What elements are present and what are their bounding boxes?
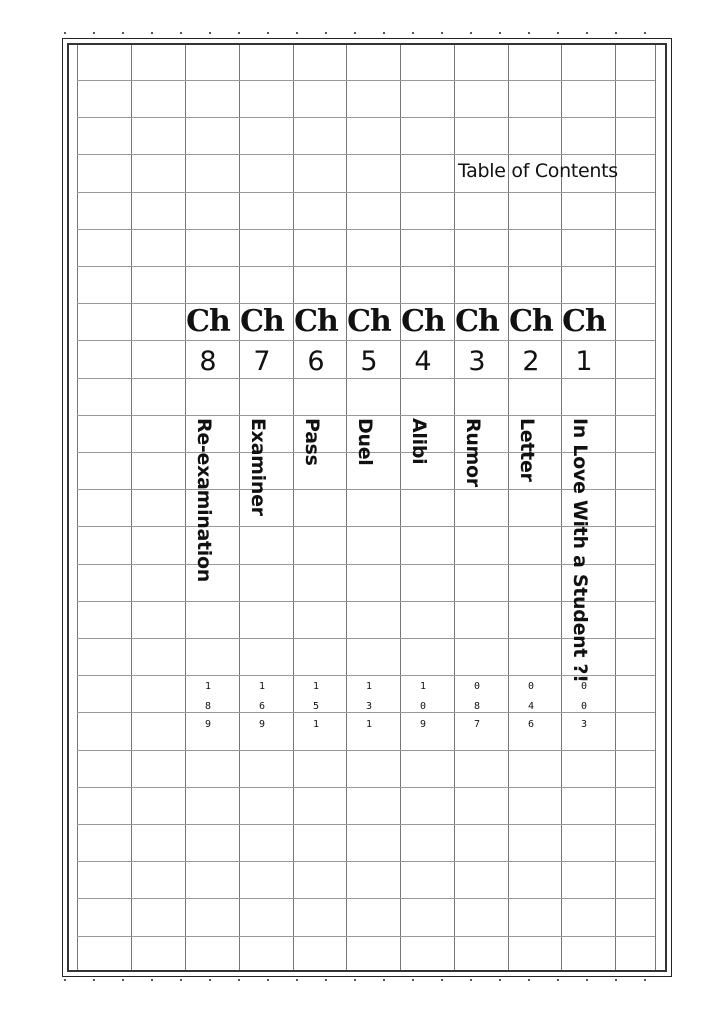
chapter-1-prefix: Ch	[562, 304, 606, 339]
chapter-5-page-digit-3: 1	[365, 719, 373, 730]
chapter-6-prefix: Ch	[294, 304, 338, 339]
dotted-rule-top	[62, 32, 672, 36]
rule-dot	[209, 32, 211, 34]
chapter-3-page-digit-3: 7	[473, 719, 481, 730]
chapter-5-title: Duel	[354, 418, 376, 466]
chapter-2-title: Letter	[516, 418, 538, 482]
rule-dot	[412, 979, 414, 981]
grid-row-line	[77, 154, 655, 155]
chapter-7-title: Examiner	[247, 418, 269, 516]
chapter-8-page-digit-3: 9	[204, 719, 212, 730]
rule-dot	[383, 32, 385, 34]
grid-column-line	[400, 45, 401, 970]
rule-dot	[499, 32, 501, 34]
grid-row-line	[77, 936, 655, 937]
chapter-4-number: 4	[414, 346, 432, 377]
rule-dot	[93, 32, 95, 34]
rule-dot	[412, 32, 414, 34]
rule-dot	[325, 979, 327, 981]
grid-column-line	[508, 45, 509, 970]
chapter-7-page-digit-2: 6	[258, 701, 266, 712]
chapter-7-number: 7	[253, 346, 271, 377]
rule-dot	[615, 979, 617, 981]
grid-row-line	[77, 229, 655, 230]
grid-column-line	[655, 45, 656, 970]
chapter-8-page-digit-1: 1	[204, 681, 212, 692]
rule-dot	[151, 979, 153, 981]
grid-row-line	[77, 266, 655, 267]
grid-row-line	[77, 787, 655, 788]
chapter-2-number: 2	[522, 346, 540, 377]
chapter-6-number: 6	[307, 346, 325, 377]
rule-dot	[499, 979, 501, 981]
grid-column-line	[346, 45, 347, 970]
grid-column-line	[454, 45, 455, 970]
chapter-2-page-digit-1: 0	[527, 681, 535, 692]
rule-dot	[586, 32, 588, 34]
rule-dot	[528, 979, 530, 981]
grid-row-line	[77, 861, 655, 862]
chapter-1-number: 1	[575, 346, 593, 377]
chapter-4-page-digit-2: 0	[419, 701, 427, 712]
grid-row-line	[77, 415, 655, 416]
grid-row-line	[77, 898, 655, 899]
grid-column-line	[185, 45, 186, 970]
rule-dot	[615, 32, 617, 34]
grid-column-line	[131, 45, 132, 970]
grid-row-line	[77, 378, 655, 379]
chapter-3-page-digit-1: 0	[473, 681, 481, 692]
chapter-6-page-digit-1: 1	[312, 681, 320, 692]
chapter-1-page-digit-2: 0	[580, 701, 588, 712]
chapter-5-page-digit-1: 1	[365, 681, 373, 692]
rule-dot	[267, 32, 269, 34]
chapter-3-title: Rumor	[462, 418, 484, 487]
rule-dot	[354, 979, 356, 981]
chapter-4-page-digit-3: 9	[419, 719, 427, 730]
chapter-3-prefix: Ch	[455, 304, 499, 339]
grid-column-line	[239, 45, 240, 970]
rule-dot	[122, 979, 124, 981]
chapter-8-number: 8	[199, 346, 217, 377]
chapter-8-title: Re-examination	[193, 418, 215, 582]
rule-dot	[64, 979, 66, 981]
rule-dot	[296, 979, 298, 981]
chapter-5-prefix: Ch	[347, 304, 391, 339]
grid-column-line	[293, 45, 294, 970]
chapter-2-page-digit-3: 6	[527, 719, 535, 730]
chapter-3-number: 3	[468, 346, 486, 377]
rule-dot	[354, 32, 356, 34]
chapter-8-page-digit-2: 8	[204, 701, 212, 712]
rule-dot	[644, 32, 646, 34]
rule-dot	[238, 32, 240, 34]
chapter-6-title: Pass	[301, 418, 323, 466]
rule-dot	[586, 979, 588, 981]
rule-dot	[557, 979, 559, 981]
chapter-7-page-digit-3: 9	[258, 719, 266, 730]
rule-dot	[122, 32, 124, 34]
grid-row-line	[77, 80, 655, 81]
rule-dot	[644, 979, 646, 981]
chapter-5-page-digit-2: 3	[365, 701, 373, 712]
chapter-3-page-digit-2: 8	[473, 701, 481, 712]
chapter-1-page-digit-1: 0	[580, 681, 588, 692]
rule-dot	[209, 979, 211, 981]
chapter-2-page-digit-2: 4	[527, 701, 535, 712]
rule-dot	[180, 32, 182, 34]
rule-dot	[93, 979, 95, 981]
chapter-1-page-digit-3: 3	[580, 719, 588, 730]
rule-dot	[296, 32, 298, 34]
rule-dot	[238, 979, 240, 981]
chapter-5-number: 5	[360, 346, 378, 377]
toc-title: Table of Contents	[458, 160, 618, 182]
rule-dot	[441, 979, 443, 981]
grid-row-line	[77, 192, 655, 193]
rule-dot	[528, 32, 530, 34]
chapter-4-title: Alibi	[408, 418, 430, 465]
dotted-rule-bottom	[62, 979, 672, 983]
chapter-4-page-digit-1: 1	[419, 681, 427, 692]
rule-dot	[557, 32, 559, 34]
rule-dot	[325, 32, 327, 34]
rule-dot	[470, 979, 472, 981]
grid-column-line	[77, 45, 78, 970]
rule-dot	[180, 979, 182, 981]
chapter-8-prefix: Ch	[186, 304, 230, 339]
rule-dot	[151, 32, 153, 34]
grid-row-line	[77, 824, 655, 825]
chapter-2-prefix: Ch	[509, 304, 553, 339]
rule-dot	[64, 32, 66, 34]
rule-dot	[267, 979, 269, 981]
grid-row-line	[77, 750, 655, 751]
rule-dot	[441, 32, 443, 34]
grid-row-line	[77, 712, 655, 713]
rule-dot	[383, 979, 385, 981]
chapter-1-title: In Love With a Student ?!	[569, 418, 591, 683]
rule-dot	[470, 32, 472, 34]
grid-row-line	[77, 117, 655, 118]
chapter-7-page-digit-1: 1	[258, 681, 266, 692]
grid-column-line	[615, 45, 616, 970]
chapter-7-prefix: Ch	[240, 304, 284, 339]
chapter-6-page-digit-2: 5	[312, 701, 320, 712]
chapter-6-page-digit-3: 1	[312, 719, 320, 730]
chapter-4-prefix: Ch	[401, 304, 445, 339]
grid-column-line	[561, 45, 562, 970]
grid-row-line	[77, 340, 655, 341]
